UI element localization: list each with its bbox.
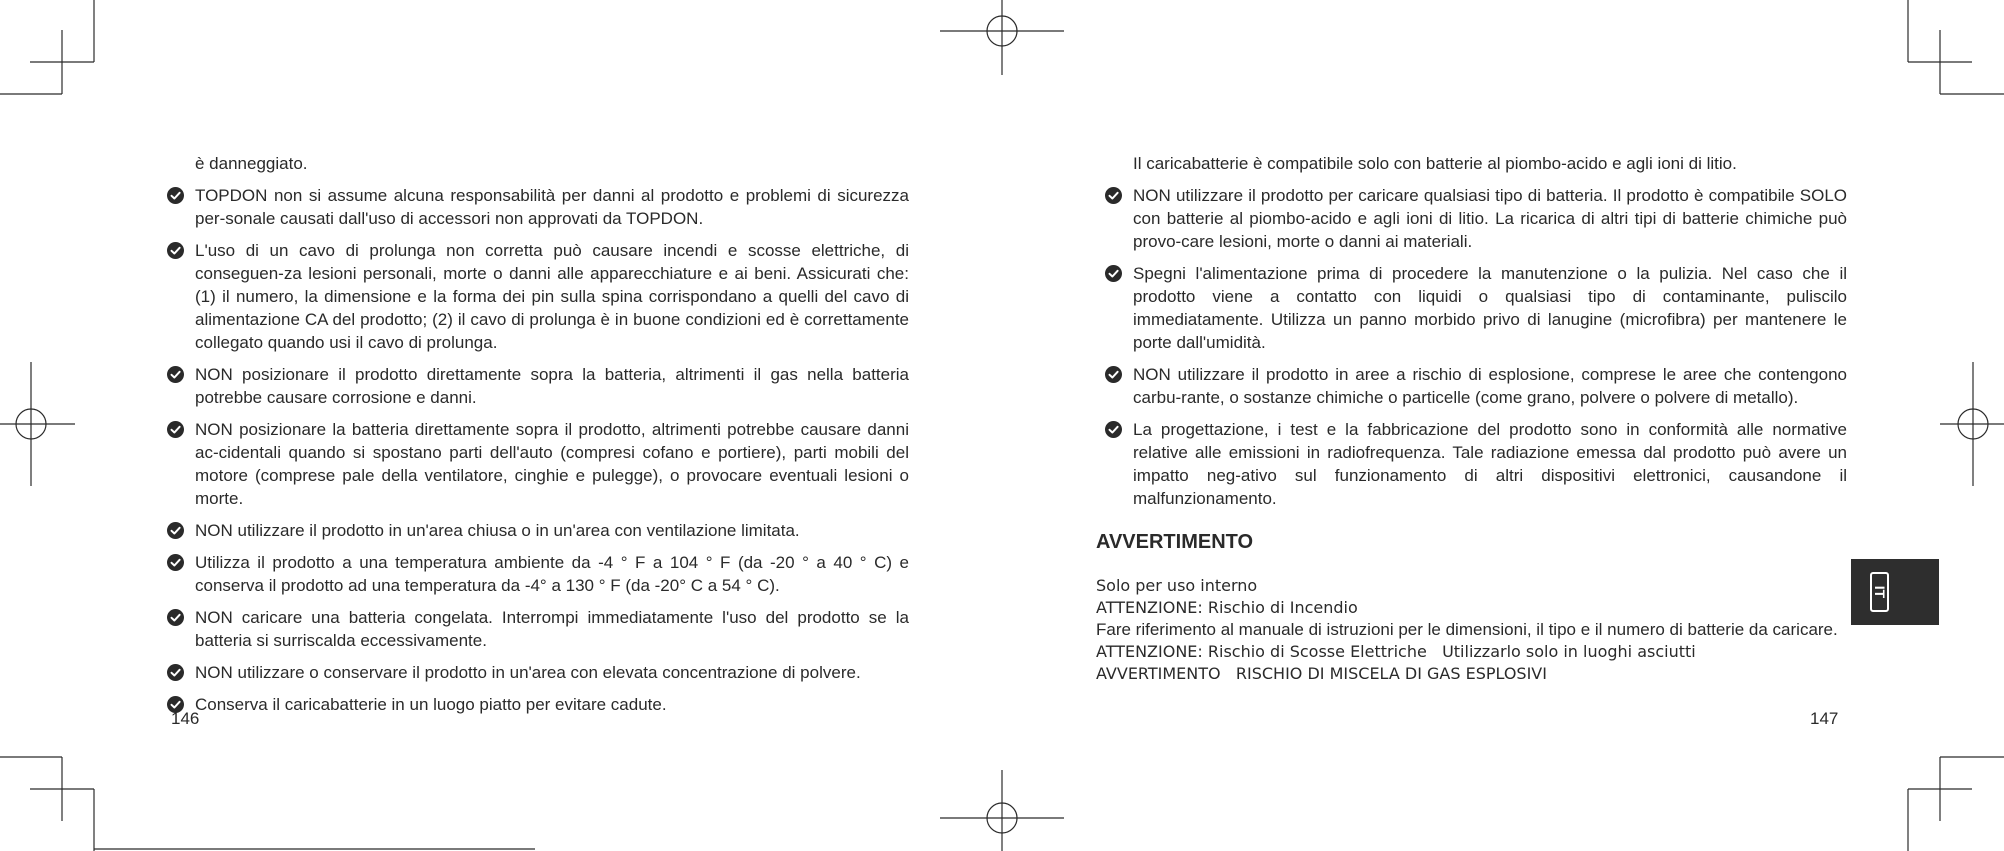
list-item	[1105, 184, 1847, 253]
warning-line: Fare riferimento al manuale di istruzioni per le dimensioni, il tipo e il numero di batterie da caricare.	[1096, 620, 1838, 639]
list-item	[1105, 418, 1847, 510]
right-page	[1105, 152, 1847, 519]
check-circle-icon	[167, 421, 184, 438]
language-label-box	[1870, 572, 1889, 612]
check-circle-icon	[167, 522, 184, 539]
warning-line: AVVERTIMENTO RISCHIO DI MISCELA DI GAS ESPLOSIVI	[1096, 664, 1547, 683]
check-circle-icon	[167, 664, 184, 681]
left-page	[167, 152, 909, 725]
list-item	[167, 519, 909, 542]
check-circle-icon	[1105, 265, 1122, 282]
language-tab	[1851, 559, 1939, 625]
warning-line: ATTENZIONE: Rischio di Scosse Elettriche Utilizzarlo solo in luoghi asciutti	[1096, 642, 1696, 661]
continuation-text: è danneggiato.	[195, 154, 308, 173]
list-item-text: NON utilizzare o conservare il prodotto in un'area con elevata concentrazione di polvere.	[195, 663, 861, 682]
list-item	[167, 363, 909, 409]
list-item-text: Spegni l'alimentazione prima di procedere la manutenzione o la pulizia. Nel caso che il prodotto viene a contatto con liquidi o qualsiasi tipo di contaminante, puliscilo immediatamente. Utilizza un panno morbido privo di lanugine (microfibra) per mantenere le porte dall'umidità.	[1133, 264, 1847, 352]
list-item-text: NON posizionare il prodotto direttamente sopra la batteria, altrimenti il gas nella batteria potrebbe causare corrosione e danni.	[195, 365, 909, 407]
language-label: IT	[1872, 585, 1888, 599]
list-item	[1105, 363, 1847, 409]
warning-block	[1096, 575, 1856, 685]
check-circle-icon	[167, 242, 184, 259]
page-number-left: 146	[171, 709, 200, 728]
list-item-text: Conserva il caricabatterie in un luogo piatto per evitare cadute.	[195, 695, 667, 714]
check-circle-icon	[167, 187, 184, 204]
list-item	[167, 551, 909, 597]
list-item	[1105, 262, 1847, 354]
check-circle-icon	[167, 366, 184, 383]
warning-line: Solo per uso interno	[1096, 576, 1258, 595]
list-item-text: TOPDON non si assume alcuna responsabilità per danni al prodotto e problemi di sicurezza per-sonale causati dall'uso di accessori non approvati da TOPDON.	[195, 186, 909, 228]
check-circle-icon	[1105, 366, 1122, 383]
list-item-text: NON caricare una batteria congelata. Interrompi immediatamente l'uso del prodotto se la batteria si surriscalda eccessivamente.	[195, 608, 909, 650]
list-item	[167, 606, 909, 652]
check-circle-icon	[167, 554, 184, 571]
list-item	[167, 661, 909, 684]
warning-line: ATTENZIONE: Rischio di Incendio	[1096, 598, 1358, 617]
list-item-text: NON utilizzare il prodotto per caricare qualsiasi tipo di batteria. Il prodotto è compatibile SOLO con batterie al piombo-acido e agli ioni di litio. La ricarica di altri tipi di batterie chimiche può provo-care lesioni, morte o danni ai materiali.	[1133, 186, 1847, 251]
continuation-text: Il caricabatterie è compatibile solo con batterie al piombo-acido e agli ioni di litio.	[1133, 154, 1737, 173]
list-item-text: NON utilizzare il prodotto in un'area chiusa o in un'area con ventilazione limitata.	[195, 521, 800, 540]
list-item-text: La progettazione, i test e la fabbricazione del prodotto sono in conformità alle normative relative alle emissioni in radiofrequenza. Tale radiazione emessa dal prodotto può avere un impatto neg-ativo sul funzionamento di altri dispositivi elettronici, causandone il malfunzionamento.	[1133, 420, 1847, 508]
check-circle-icon	[1105, 421, 1122, 438]
list-item-text: NON utilizzare il prodotto in aree a rischio di esplosione, comprese le aree che contengono carbu-rante, o sostanze chimiche o particelle (come grano, polvere o polvere di metallo).	[1133, 365, 1847, 407]
section-heading: AVVERTIMENTO	[1096, 531, 1254, 553]
list-item-text: Utilizza il prodotto a una temperatura ambiente da -4 ° F a 104 ° F (da -20 ° a 40 ° C) e conserva il prodotto ad una temperatura da -4° a 130 ° F (da -20° C a 54 ° C).	[195, 553, 909, 595]
check-circle-icon	[1105, 187, 1122, 204]
list-item-text: NON posizionare la batteria direttamente sopra il prodotto, altrimenti potrebbe causare danni ac-cidentali quando si spostano parti dell'auto (compresi cofano e portiere), parti mobili del motore (comprese pale della ventilatore, cinghie e pulegge), o provocare eventuali lesioni o morte.	[195, 420, 909, 508]
check-circle-icon	[167, 609, 184, 626]
list-item-text: L'uso di un cavo di prolunga non corretta può causare incendi e scosse elettriche, di conseguen-za lesioni personali, morte o danni alle apparecchiature e ai beni. Assicurati che: (1) il numero, la dimensione e la forma dei pin sulla spina corrispondano a quelli del cavo di alimentazione CA del prodotto; (2) il cavo di prolunga è in buone condizioni ed è correttamente collegato quando usi il cavo di prolunga.	[195, 241, 909, 352]
list-item	[167, 693, 909, 716]
list-item	[167, 418, 909, 510]
list-item	[167, 239, 909, 354]
page-number-right: 147	[1810, 709, 1839, 728]
list-item	[167, 184, 909, 230]
